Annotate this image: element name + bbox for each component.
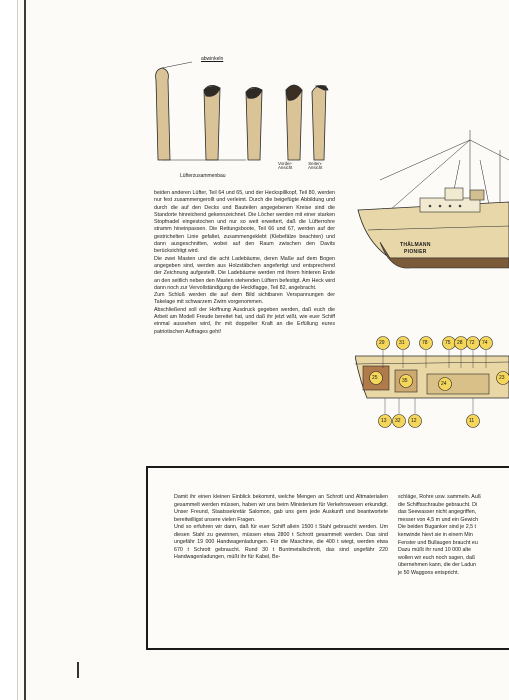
ship-illustration <box>350 130 509 305</box>
plan-marker: 31 <box>399 340 405 346</box>
plan-marker: 28 <box>457 340 463 346</box>
plan-marker: 75 <box>445 340 451 346</box>
plan-marker: 11 <box>469 418 475 424</box>
plan-marker: 72 <box>469 340 475 346</box>
deck-plan-diagram <box>355 328 509 438</box>
article-paragraph: beiden anderen Lüfter, Teil 64 und 65, und der Heckspillkopf, Teil 80, werden nur fest zusammengerollt und verleimt. Durch die beigefügte Abbildung und durch die auf den Decks und Bauteilen angegebenen Kreise sind die Standorte hinreichend gekennzeichnet. Die Löcher werden mit einer starken Stopfnadel eingestochen und nur so weit erweitert, daß die Lüfterrohre stramm hineinpassen. Die Rettungsboote, Teil 66 und 67, werden auf der gestrichelten Linie gefaltet, zusammengeklebt (Klebefälze beachten) und dann ausgeschnitten, wobei auf den Raum zwischen den Davits berücksichtigt wird. <box>154 190 335 255</box>
caption-front-view: Vorder- Ansicht <box>278 161 293 171</box>
info-line: messer von 4,5 m und ein Gewich <box>398 516 479 523</box>
plan-marker: 13 <box>381 418 387 424</box>
info-line: Die beiden Buganker sind je 2,5 t <box>398 524 477 531</box>
ship-name-line2: PIONIER <box>404 249 427 255</box>
info-line: die Schiffsschraube gebraucht. Di <box>398 501 478 508</box>
info-line: wollen wir euch noch sagen, daß <box>398 554 476 561</box>
plan-marker: 23 <box>499 375 505 381</box>
vent-assembly-diagram <box>140 50 350 190</box>
plan-marker: 35 <box>402 378 408 384</box>
plan-marker: 74 <box>482 340 488 346</box>
article-paragraph: Die zwei Masten und die acht Ladebäume, deren Maße auf dem Bogen angegeben sind, werden aus Holzstäbchen angefertigt und entsprechend der Zeichnung aufgestellt. Die Ladebäume werden mit ihrem hinteren Ende an den seitlich neben den Masten stehenden Lüftern befestigt. Am Heck wird dann noch zur Vervollständigung die Heckflagge, Teil 82, angebracht. <box>154 255 335 291</box>
ship-drawing <box>350 130 509 305</box>
article-paragraph: Abschließend soll der Hoffnung Ausdruck gegeben werden, daß euch die Arbeit am Modell Freude bereitet hat, und daß ihr jetzt wißt, wie euer Schiff einmal aussehen wird, ihr mit doppelter Kraft an die Erfüllung eures patriotischen Auftrages geht! <box>154 306 335 335</box>
info-line: übernehmen kann, die der Ladun <box>398 562 477 569</box>
caption-assembly: Lüfterzusammenbau <box>180 173 226 179</box>
plan-marker: 78 <box>422 340 428 346</box>
article-paragraph: Zum Schluß werden die auf dem Bild sichtbaren Verspannungen der Takelage mit schwarzem Zwirn vorgenommen. <box>154 292 335 306</box>
info-box <box>146 466 509 650</box>
plan-marker: 25 <box>372 375 378 381</box>
info-line: je 50 Waggons entspricht. <box>398 569 460 576</box>
plan-marker: 12 <box>411 418 417 424</box>
caption-side-view: Seiten- Ansicht <box>308 161 323 171</box>
info-column-left <box>174 494 388 562</box>
info-column-right <box>398 494 509 578</box>
plan-marker: 24 <box>441 381 447 387</box>
info-line: schläge, Rohre usw. sammeln. Auß <box>398 494 482 500</box>
bottom-margin-mark <box>77 662 79 678</box>
info-paragraph: Damit ihr einen kleinen Einblick bekommt, welche Mengen an Schrott und Altmaterialien gesammelt werden müssen, haben wir uns beim Ministerium für Verkehrswesen erkundigt. Unser Freund, Staatssekretär Salomon, gab uns gern jede Auskunft und beantwortete bereitwilligst unsere vielen Fragen. <box>174 494 388 523</box>
info-paragraph: Und so erfuhren wir dann, daß für euer Schiff allein 1500 t Stahl gebraucht werden. Um diesen Stahl zu gewinnen, müssen etwa 2800 t Schrott gesammelt werden. Das sind ungefähr 19 000 Handwagenladungen. Für die Maschine, die 400 t wiegt, werden etwa 670 t Schrott gebraucht. Rund 30 t Buntmetallschrott, das sind ungefähr 220 Handwagenladungen, müßt ihr für Kabel, Be- <box>174 524 388 560</box>
info-line: das Seewasser nicht angegriffen, <box>398 509 477 516</box>
article-text <box>154 190 335 336</box>
info-line: Fenster und Bullaugen braucht eu <box>398 539 478 546</box>
ship-name-line1: THÄLMANN <box>400 242 431 248</box>
plan-marker: 29 <box>379 340 385 346</box>
info-line: Dazu müßt ihr rund 10 000 alte <box>398 547 472 554</box>
info-line: kenwinde hievt sie in einem Min <box>398 531 473 538</box>
annotation-abwinkeln: abwinkeln <box>201 56 224 62</box>
plan-marker: 32 <box>395 418 401 424</box>
page-binding-rule <box>24 0 26 700</box>
